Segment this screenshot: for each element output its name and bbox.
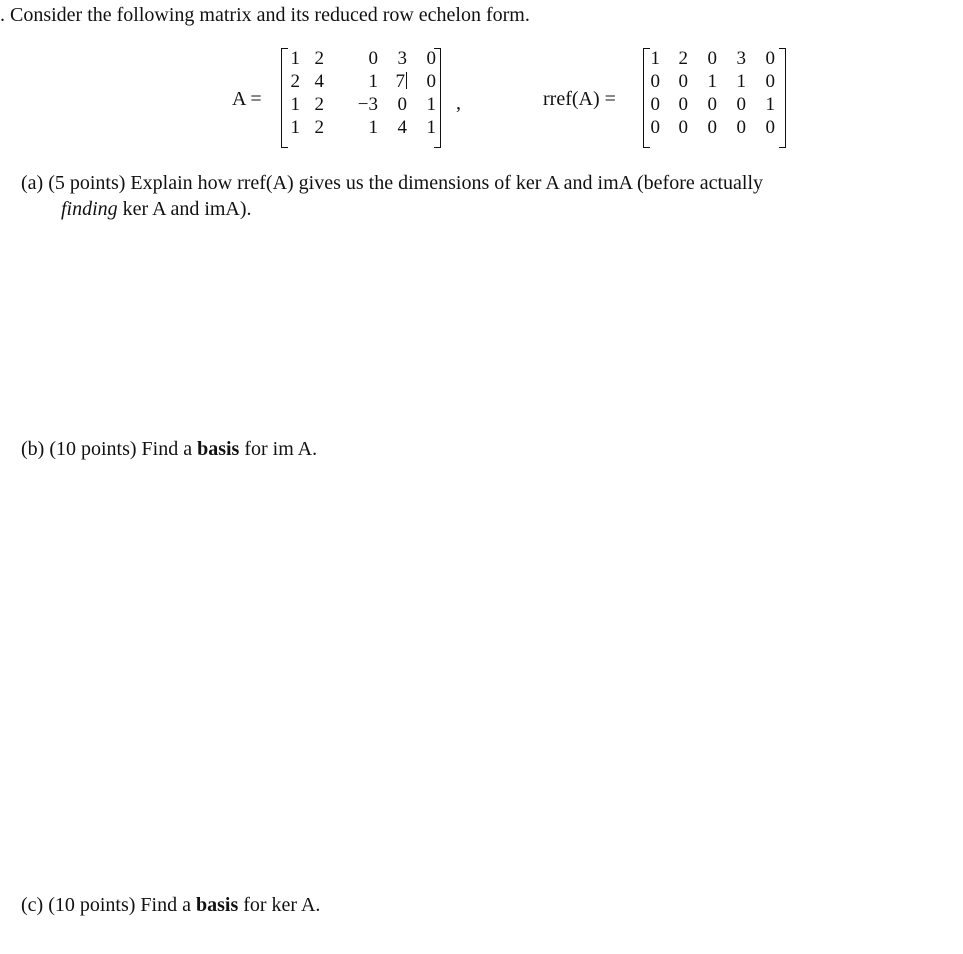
matrix-row — [650, 47, 775, 70]
matrix-entry: 1 — [290, 94, 300, 115]
matrix-entry: 0 — [426, 48, 436, 69]
matrix-entry: 0 — [736, 94, 746, 115]
matrix-entry: 4 — [397, 117, 407, 138]
matrix-entry: 0 — [678, 117, 688, 138]
part-b-prefix: (b) (10 points) Find a — [21, 438, 198, 460]
matrix-entry: 0 — [765, 48, 775, 69]
matrix-row — [650, 70, 775, 93]
matrix-entry: 0 — [678, 94, 688, 115]
part-a-line1: (a) (5 points) Explain how rref(A) gives us the dimensions of ker A and imA (before actually — [21, 172, 764, 194]
matrix-entry: 1 — [650, 48, 660, 69]
part-b-basis: basis — [197, 438, 240, 460]
matrix-entry: 1 — [368, 71, 378, 92]
matrix-entry: 2 — [290, 71, 300, 92]
matrix-a-right-bracket — [434, 48, 441, 148]
question-intro: . Consider the following matrix and its reduced row echelon form. — [0, 4, 530, 26]
matrix-a-label: A = — [232, 88, 262, 110]
part-a-line2-rest: ker A and imA). — [117, 198, 252, 220]
matrix-entry: 1 — [290, 117, 300, 138]
matrix-entry: 1 — [290, 48, 300, 69]
part-a-finding: finding — [61, 198, 118, 220]
matrix-entry: 0 — [736, 117, 746, 138]
matrix-entry: 1 — [707, 71, 717, 92]
matrix-entry: 1 — [736, 71, 746, 92]
matrix-row — [290, 70, 436, 93]
matrix-entry: −3 — [357, 94, 378, 115]
part-c — [21, 894, 320, 917]
matrix-entry: 0 — [426, 71, 436, 92]
matrix-row — [650, 116, 775, 139]
matrix-row — [290, 116, 436, 139]
matrix-entry: 2 — [314, 94, 324, 115]
matrix-entry: 0 — [650, 117, 660, 138]
matrix-entry: 0 — [707, 48, 717, 69]
matrix-entry: 0 — [707, 117, 717, 138]
matrix-entry: 0 — [707, 94, 717, 115]
matrix-entry: 3 — [736, 48, 746, 69]
rref-label: rref(A) = — [543, 88, 616, 110]
part-a-line2 — [61, 198, 252, 221]
matrix-rref — [650, 47, 775, 139]
matrix-rref-right-bracket — [779, 48, 786, 148]
part-b — [21, 438, 317, 461]
matrix-entry: 2 — [314, 117, 324, 138]
matrix-entry: 0 — [765, 71, 775, 92]
matrix-entry: 0 — [368, 48, 378, 69]
part-b-suffix: for im A. — [239, 438, 318, 460]
matrix-entry: 1 — [765, 94, 775, 115]
matrix-rref-left-bracket — [643, 48, 650, 148]
matrix-entry: 0 — [650, 71, 660, 92]
matrix-entry: 2 — [314, 48, 324, 69]
matrix-entry: 3 — [397, 48, 407, 69]
matrix-row — [290, 93, 436, 116]
matrix-entry: 0 — [650, 94, 660, 115]
matrix-row — [290, 47, 436, 70]
matrix-entry: 2 — [678, 48, 688, 69]
comma: , — [456, 92, 461, 114]
part-c-basis: basis — [195, 894, 239, 916]
text-caret — [406, 72, 407, 89]
matrix-entry: 1 — [368, 117, 378, 138]
part-c-prefix: (c) (10 points) Find a — [21, 894, 196, 916]
matrix-entry: 7 — [395, 71, 405, 92]
matrix-entry: 0 — [765, 117, 775, 138]
matrix-entry: 1 — [426, 117, 436, 138]
matrix-entry: 0 — [678, 71, 688, 92]
matrix-entry: 4 — [314, 71, 324, 92]
matrix-entry: 1 — [426, 94, 436, 115]
matrix-a — [290, 47, 436, 139]
matrix-entry: 0 — [397, 94, 407, 115]
matrix-row — [650, 93, 775, 116]
part-c-suffix: for ker A. — [238, 894, 321, 916]
matrix-a-left-bracket — [281, 48, 288, 148]
